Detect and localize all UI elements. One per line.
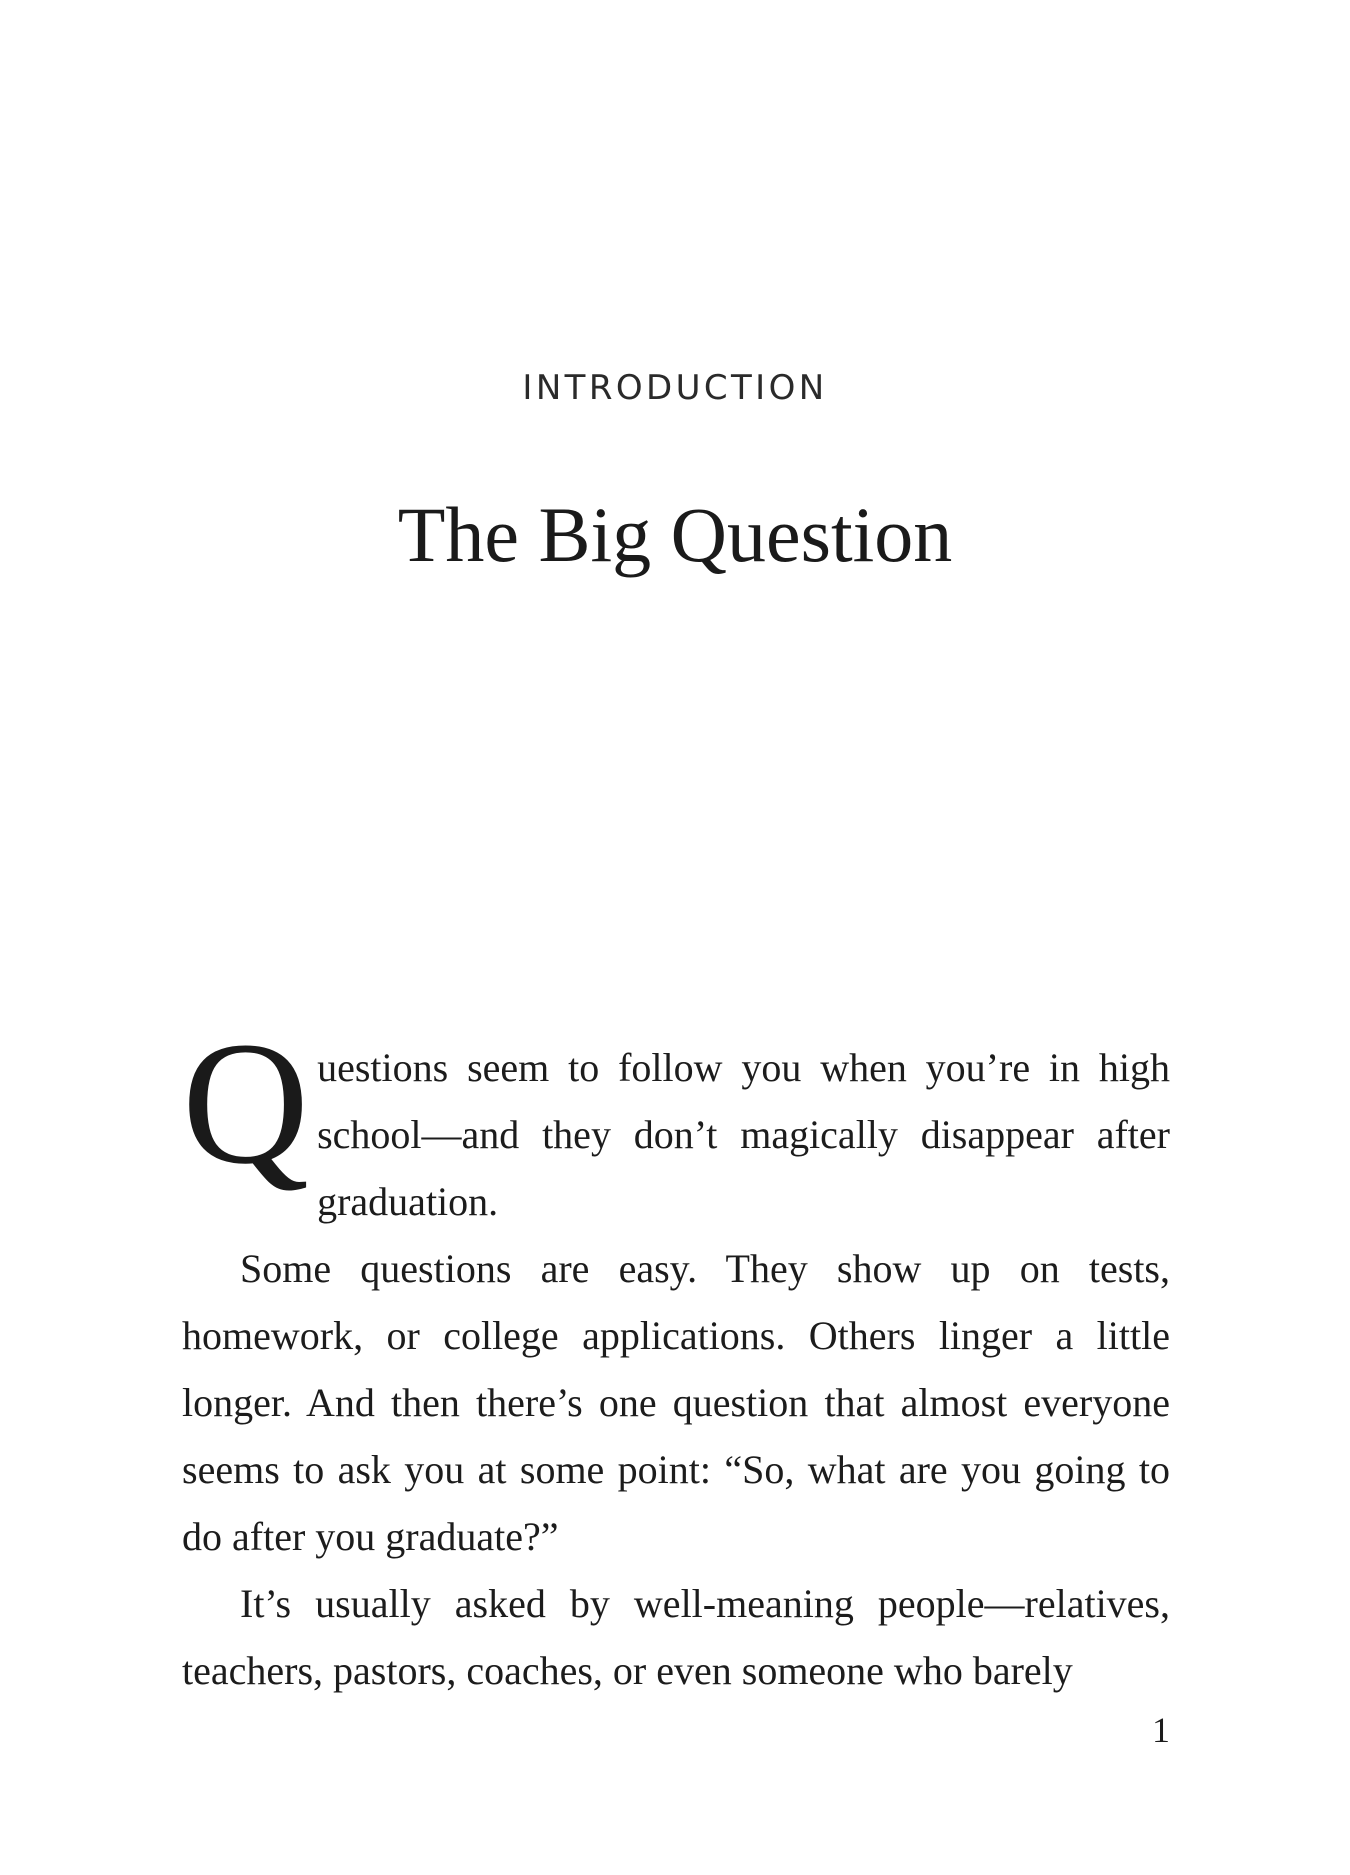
body-text xyxy=(182,1006,1170,1704)
paragraph-1 xyxy=(182,1006,1170,1235)
chapter-title: The Big Question xyxy=(397,491,953,578)
chapter-label: INTRODUCTION xyxy=(522,368,828,408)
paragraph-1-text: uestions seem to follow you when you’re in high school—and they don’t magically disappear after graduation. xyxy=(317,1045,1170,1224)
paragraph-3: It’s usually asked by well-meaning people—relatives, teachers, pastors, coaches, or even someone who barely xyxy=(182,1581,1170,1693)
drop-cap: Q xyxy=(182,1006,310,1201)
page-number: 1 xyxy=(1152,1710,1170,1750)
paragraph-2: Some questions are easy. They show up on tests, homework, or college applications. Others linger a little longer. And then there’s one question that almost everyone seems to ask you at some point: “So, what are you going to do after you graduate?” xyxy=(182,1246,1170,1559)
